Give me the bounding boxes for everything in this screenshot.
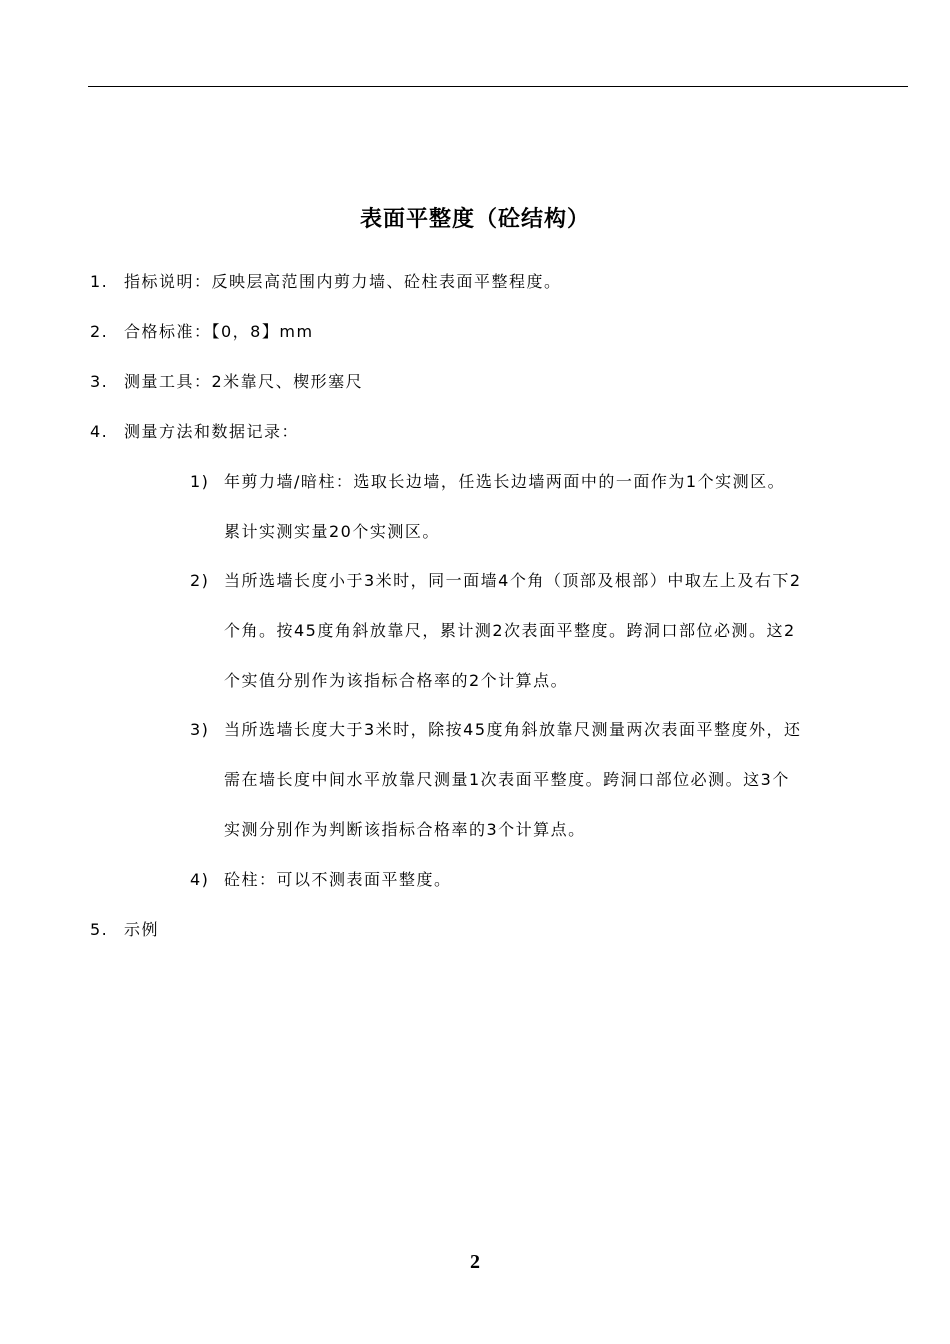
list-item-1 bbox=[90, 270, 562, 294]
list-item-text: 示例 bbox=[124, 920, 160, 939]
sub-item-line: 实测分别作为判断该指标合格率的3个计算点。 bbox=[224, 820, 586, 839]
page-number: 2 bbox=[470, 1251, 480, 1273]
list-item-2 bbox=[90, 320, 314, 344]
list-item-number: 2. bbox=[90, 322, 109, 341]
sub-item-number: 4) bbox=[190, 870, 210, 889]
sub-item-number: 2) bbox=[190, 571, 210, 590]
list-item-text: 指标说明：反映层高范围内剪力墙、砼柱表面平整程度。 bbox=[124, 272, 562, 291]
sub-item-line: 当所选墙长度大于3米时，除按45度角斜放靠尺测量两次表面平整度外，还 bbox=[224, 720, 802, 739]
sub-item-line: 需在墙长度中间水平放靠尺测量1次表面平整度。跨洞口部位必测。这3个 bbox=[224, 770, 790, 789]
list-item-4 bbox=[90, 420, 299, 444]
list-item-text: 合格标准：【0，8】mm bbox=[124, 322, 314, 341]
list-item-number: 3. bbox=[90, 372, 109, 391]
sub-item-line: 砼柱：可以不测表面平整度。 bbox=[224, 870, 452, 889]
sub-item-number: 3) bbox=[190, 720, 210, 739]
sub-item-line: 个实值分别作为该指标合格率的2个计算点。 bbox=[224, 671, 569, 690]
sub-item-line: 累计实测实量20个实测区。 bbox=[224, 522, 440, 541]
sub-item-line: 当所选墙长度小于3米时，同一面墙4个角（顶部及根部）中取左上及右下2 bbox=[224, 571, 802, 590]
list-item-number: 4. bbox=[90, 422, 109, 441]
list-item-5 bbox=[90, 918, 159, 942]
page-title: 表面平整度（砼结构） bbox=[359, 207, 590, 232]
sub-item-number: 1) bbox=[190, 472, 210, 491]
sub-item-line: 年剪力墙/暗柱：选取长边墙，任选长边墙两面中的一面作为1个实测区。 bbox=[224, 472, 786, 491]
list-item-number: 5. bbox=[90, 920, 109, 939]
list-item-3 bbox=[90, 370, 363, 394]
sub-item-line: 个角。按45度角斜放靠尺，累计测2次表面平整度。跨洞口部位必测。这2 bbox=[224, 621, 796, 640]
header-rule bbox=[88, 86, 908, 87]
list-item-number: 1. bbox=[90, 272, 109, 291]
list-item-text: 测量工具：2米靠尺、楔形塞尺 bbox=[124, 372, 364, 391]
list-item-text: 测量方法和数据记录： bbox=[124, 422, 300, 441]
